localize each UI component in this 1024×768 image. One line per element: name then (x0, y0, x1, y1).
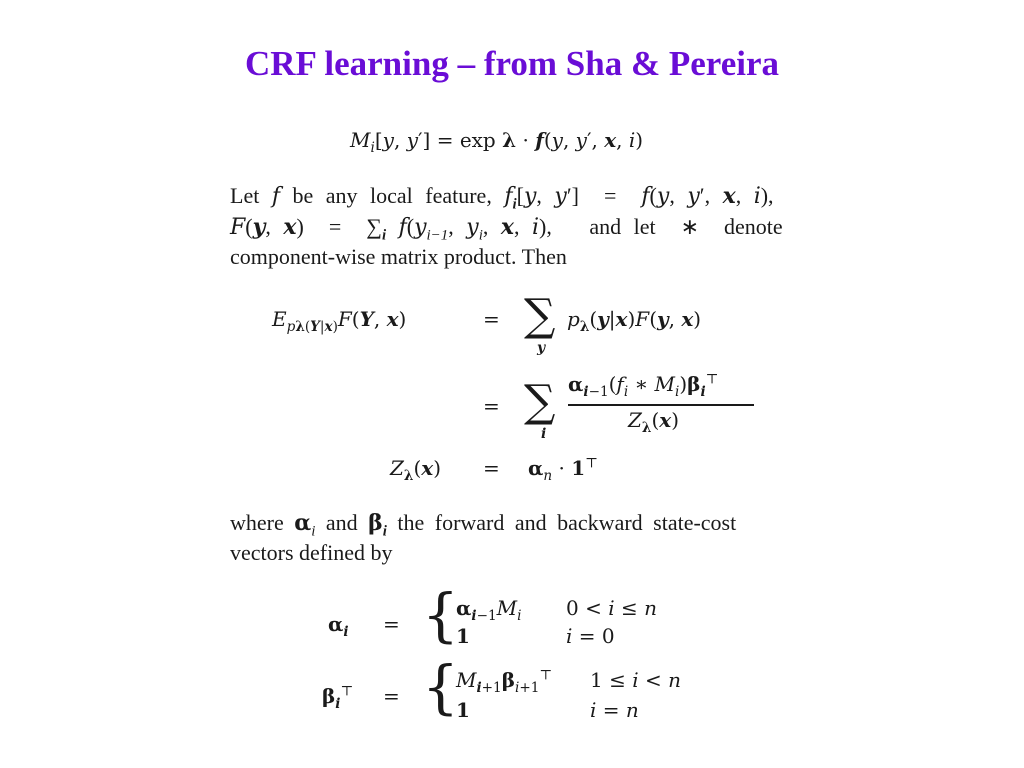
partition-rhs: $\alpha_n \cdot 1^⊤$ (528, 455, 598, 484)
alpha-equals: = (383, 612, 400, 636)
equals-sign-2: = (483, 394, 500, 418)
alpha-case2-expr: 1 (456, 624, 470, 648)
partition-lhs: $Z_\lambda(x)$ (390, 456, 442, 484)
slide-title: CRF learning – from Sha & Pereira (245, 44, 779, 83)
expectation-lhs: $E_{p\lambda(Y|x)}F(Y$, x) (272, 307, 407, 335)
fraction-bar (568, 404, 754, 406)
paragraph-line-3: component-wise matrix product. Then (230, 244, 567, 269)
fraction-numerator: $\alpha_{i-1}(f_i$ ∗ $M_i)\beta_i^⊤$ (568, 371, 719, 400)
beta-case2-cond: i = n (590, 698, 639, 722)
summation-index-1: y (537, 340, 546, 356)
beta-case2-expr: 1 (456, 698, 470, 722)
paragraph2-line-1: where $\alpha_i$ and $\beta_i$ the forward and backward state-cost (230, 510, 737, 540)
beta-case1-cond: 1 ≤ i < n (590, 668, 681, 692)
alpha-case1-cond: 0 < i ≤ n (566, 596, 657, 620)
paragraph-line-2: F(y, $x) = \sum_i$ $f(y_{i-1}$, $y_i$, x, i), and let ∗ denote (230, 214, 783, 244)
beta-case1-expr: $M_{i+1}\beta_{i+1}^⊤$ (456, 667, 553, 696)
equals-sign-1: = (483, 307, 500, 331)
summation-index-2: i (541, 426, 547, 442)
alpha-lhs: $\alpha_i$ (328, 612, 349, 640)
summation-symbol-1: ∑ (524, 290, 556, 341)
beta-lhs: $\beta_i^⊤$ (322, 683, 354, 712)
equation-transition-matrix: $M_i[y$, y′] = exp λ · f(y, y′, x, i) (350, 128, 644, 156)
alpha-case2-cond: i = 0 (566, 624, 615, 648)
paragraph-line-1: Let f be any local feature, $f_i[y$, y′] = f(y, y′, x, i), (230, 183, 774, 213)
paragraph2-line-2: vectors defined by (230, 540, 393, 565)
beta-brace: { (422, 653, 459, 721)
equals-sign-3: = (483, 456, 500, 480)
fraction-denominator: $Z_\lambda(x)$ (628, 408, 680, 436)
alpha-brace: { (422, 581, 459, 649)
alpha-case1-expr: $\alpha_{i-1}M_i$ (456, 596, 522, 624)
beta-equals: = (383, 684, 400, 708)
summation-symbol-2: ∑ (524, 376, 556, 427)
expectation-rhs-1: $p_\lambda(y|x)F(y$, x) (567, 307, 702, 335)
